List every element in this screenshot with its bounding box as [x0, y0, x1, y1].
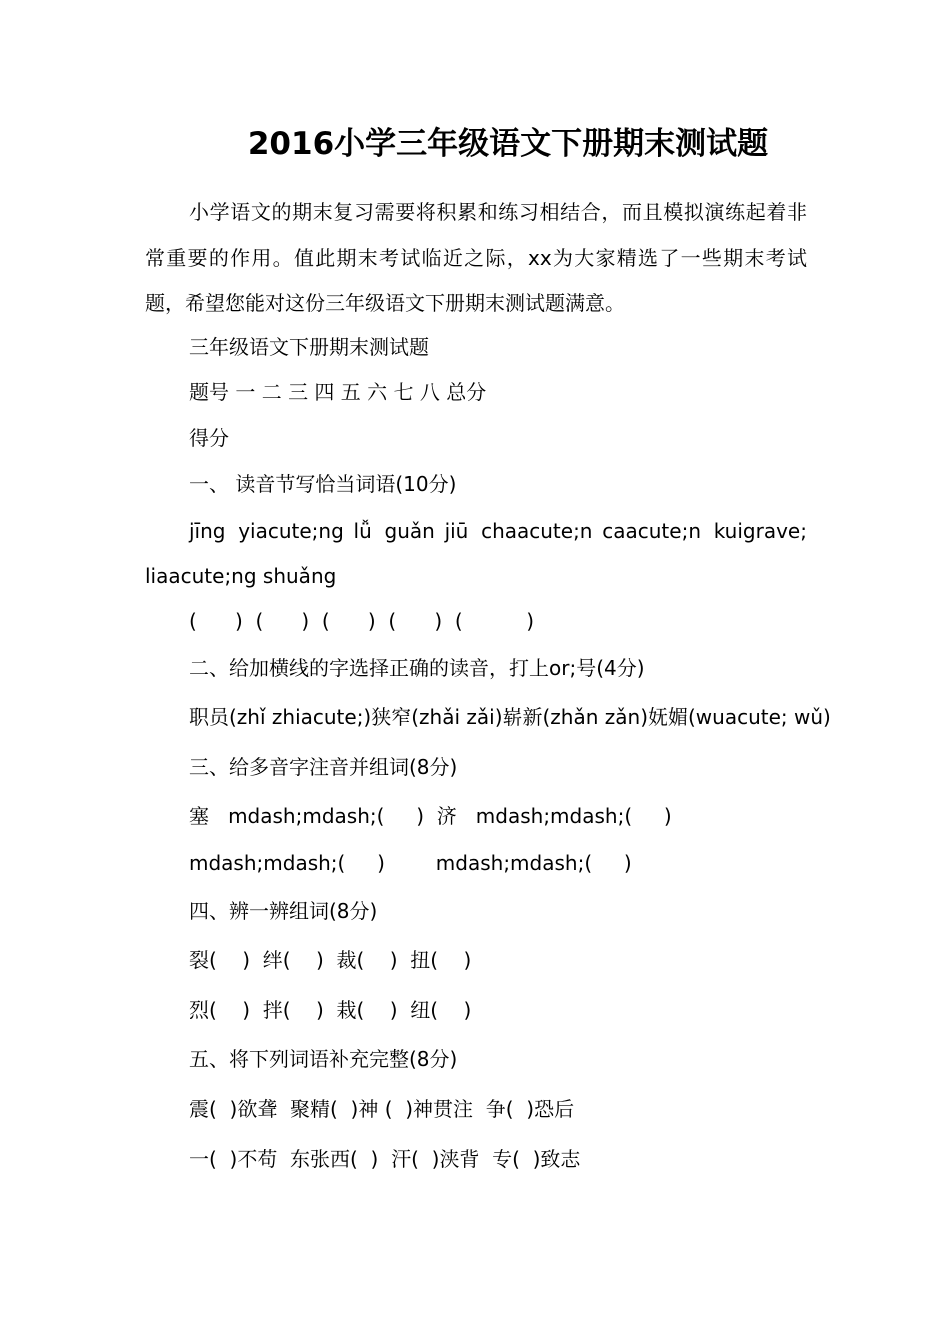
section-5-heading: 五、将下列词语补充完整(8分)	[189, 1047, 458, 1071]
section-3-line-1: 塞 mdash;mdash;( ) 济 mdash;mdash;( )	[189, 804, 672, 828]
score-label: 得分	[189, 426, 229, 450]
pinyin-continuation: liaacute;ng shuǎng	[145, 564, 337, 588]
section-3-line-2: mdash;mdash;( ) mdash;mdash;( )	[189, 851, 632, 875]
section-4-line-1: 裂( ) 绊( ) 裁( ) 扭( )	[189, 948, 472, 972]
section-3-heading: 三、给多音字注音并组词(8分)	[189, 755, 458, 779]
pinyin-item: jiū chaacute;n	[444, 519, 593, 543]
section-4-heading: 四、辨一辨组词(8分)	[189, 899, 378, 923]
section-2-heading: 二、给加横线的字选择正确的读音，打上or;号(4分)	[189, 656, 645, 680]
pinyin-row	[189, 517, 807, 545]
pinyin-item: jīng yiacute;ng	[189, 519, 344, 543]
score-table-header: 题号 一 二 三 四 五 六 七 八 总分	[189, 380, 487, 404]
intro-paragraph: 小学语文的期末复习需要将积累和练习相结合，而且模拟演练起着非常重要的作用。值此期末考试临近之际，xx为大家精选了一些期末考试题，希望您能对这份三年级语文下册期末测试题满意。	[145, 200, 807, 315]
section-5-line-1: 震( )欲聋 聚精( )神 ( )神贯注 争( )恐后	[189, 1097, 575, 1121]
subtitle: 三年级语文下册期末测试题	[189, 335, 429, 359]
pinyin-item: lǚ guǎn	[353, 519, 435, 543]
page-title: 2016小学三年级语文下册期末测试题	[247, 126, 769, 162]
section-4-line-2: 烈( ) 拌( ) 栽( ) 纽( )	[189, 998, 472, 1022]
pinyin-item: caacute;n kuigrave;	[602, 519, 807, 543]
section-2-content: 职员(zhǐ zhiacute;)狭窄(zhǎi zǎi)崭新(zhǎn zǎn)妩媚(wuacute; wǔ)	[189, 705, 831, 729]
answer-blanks: ( ) ( ) ( ) ( ) ( )	[189, 609, 535, 633]
section-1-heading: 一、 读音节写恰当词语(10分)	[189, 472, 457, 496]
section-5-line-2: 一( )不苟 东张西( ) 汗( )浃背 专( )致志	[189, 1147, 581, 1171]
